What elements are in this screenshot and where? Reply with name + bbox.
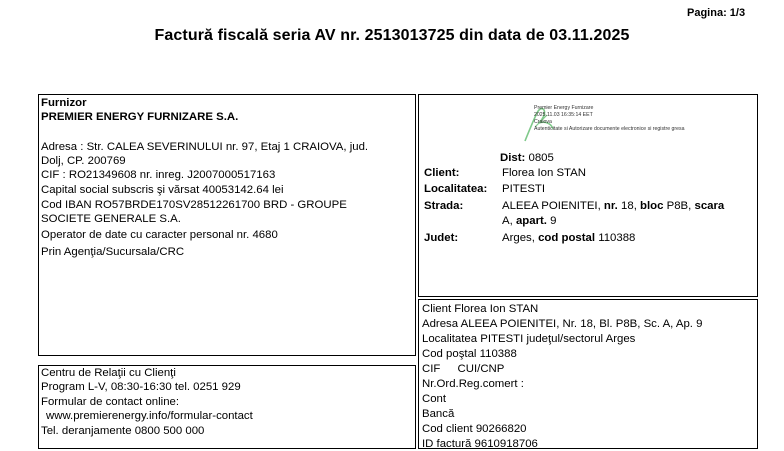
client-details-box: [418, 299, 758, 449]
supplier-header: Furnizor: [41, 97, 87, 109]
county-label: Judet:: [424, 232, 459, 244]
supplier-box: [38, 94, 416, 356]
details-account: Cont: [422, 393, 447, 405]
contact-header: Centru de Relaţii cu Clienţi: [41, 367, 176, 379]
signature-line-2: 2025.11.03 16:35:14 EET: [534, 112, 593, 118]
street-label: Strada:: [424, 200, 464, 212]
street-value-1: [502, 199, 724, 213]
supplier-name: PREMIER ENERGY FURNIZARE S.A.: [41, 111, 239, 123]
street-scara-label: scara: [694, 200, 725, 212]
dist-label: Dist:: [500, 152, 526, 164]
street-name: ALEEA POIENITEI,: [502, 200, 604, 212]
street-value-2: [502, 214, 556, 228]
street-apart: 9: [546, 215, 557, 227]
street-scara: A,: [502, 215, 516, 227]
contact-box: [38, 365, 416, 449]
street-nr: 18,: [617, 200, 641, 212]
supplier-iban-1: Cod IBAN RO57BRDE170SV28512261700 BRD - GROUPE: [41, 199, 347, 211]
supplier-iban-2: SOCIETE GENERALE S.A.: [41, 213, 181, 225]
street-bloc: P8B,: [663, 200, 695, 212]
page-label: Pagina:: [687, 7, 727, 19]
postal-label: cod postal: [538, 232, 596, 244]
contact-program: Program L-V, 08:30-16:30 tel. 0251 929: [41, 381, 241, 393]
details-client-code: Cod client 90266820: [422, 423, 527, 435]
details-postal: Cod poştal 110388: [422, 348, 517, 360]
locality-label: Localitatea:: [424, 183, 488, 195]
client-box: [418, 94, 758, 297]
contact-emergency-phone: Tel. deranjamente 0800 500 000: [41, 425, 205, 437]
contact-form: Formular de contact online:: [41, 396, 180, 408]
details-locality: Localitatea PITESTI judeţul/sectorul Arges: [422, 333, 636, 345]
details-cif-label: CIF: [422, 363, 441, 375]
street-bloc-label: bloc: [640, 200, 664, 212]
supplier-agency: Prin Agenţia/Sucursala/CRC: [41, 246, 185, 258]
street-nr-label: nr.: [603, 200, 618, 212]
client-value: Florea Ion STAN: [502, 167, 586, 179]
details-cif-value: CUI/CNP: [457, 363, 505, 375]
page-value: 1/3: [729, 7, 746, 19]
dist-row: [500, 151, 554, 165]
supplier-operator: Operator de date cu caracter personal nr. 4680: [41, 229, 278, 241]
details-cif: [422, 362, 504, 376]
page-number: [687, 7, 745, 19]
signature-line-3: Craiova: [534, 119, 552, 125]
street-apart-label: apart.: [515, 215, 547, 227]
client-label: Client:: [424, 167, 460, 179]
locality-value: PITESTI: [502, 183, 546, 195]
postal-value: 110388: [595, 232, 636, 244]
signature-line-1: Premier Energy Furnizare: [534, 105, 594, 111]
details-invoice-id: ID factură 9610918706: [422, 438, 538, 450]
supplier-capital: Capital social subscris şi vărsat 40053142.64 lei: [41, 184, 284, 196]
details-bank: Bancă: [422, 408, 455, 420]
details-client: Client Florea Ion STAN: [422, 303, 539, 315]
county-name: Arges,: [502, 232, 539, 244]
invoice-title: Factură fiscală seria AV nr. 2513013725 din data de 03.11.2025: [154, 27, 630, 44]
supplier-address-2: Dolj, CP. 200769: [41, 155, 126, 167]
signature-line-4: Autenticitate si Autorizare documente electronice si registre gresa: [534, 126, 685, 132]
supplier-cif: CIF : RO21349608 nr. inreg. J2007000517163: [41, 169, 276, 181]
county-value: [502, 231, 635, 245]
contact-url-link[interactable]: www.premierenergy.info/formular-contact: [46, 410, 253, 422]
dist-value: 0805: [528, 152, 554, 164]
details-reg: Nr.Ord.Reg.comert :: [422, 378, 524, 390]
details-address: Adresa ALEEA POIENITEI, Nr. 18, Bl. P8B, Sc. A, Ap. 9: [422, 318, 703, 330]
supplier-address-1: Adresa : Str. CALEA SEVERINULUI nr. 97, Etaj 1 CRAIOVA, jud.: [41, 141, 369, 153]
